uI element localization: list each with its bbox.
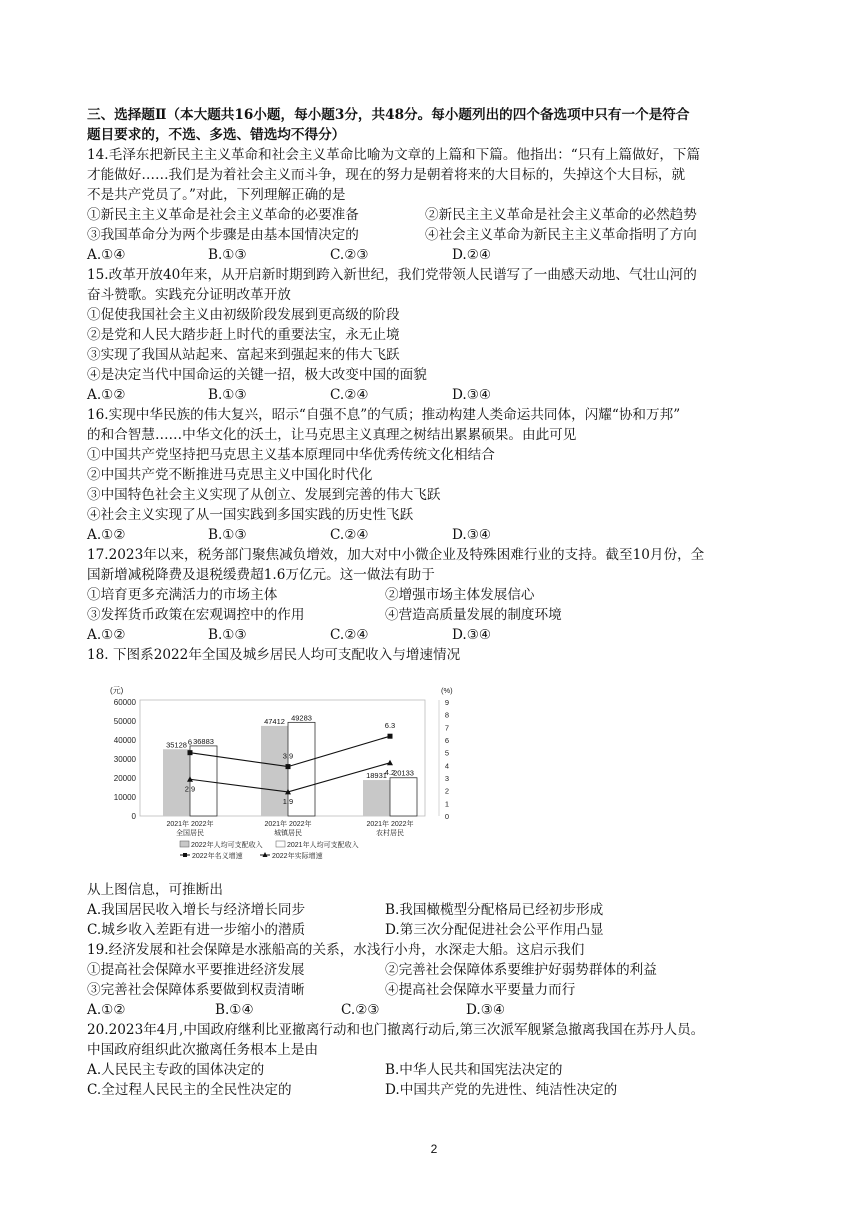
q15-statement-1: ①促使我国社会主义由初级阶段发展到更高级的阶段 [87,307,400,323]
y2-tick-label: 8 [444,710,450,720]
legend-marker-square [183,853,187,857]
y-tick-label: 0 [131,812,136,821]
q14-option-a: A.①④ [87,247,126,263]
line-value-label: 3.9 [282,751,294,761]
x-tick-label: 2021年 2022年 [366,821,414,828]
q14-option-d: D.②④ [452,247,492,263]
q15-option-a: A.①② [87,387,126,403]
marker-triangle [387,760,393,766]
q15-option-d: D.③④ [452,387,492,403]
bar-value-label: 47412 [264,716,285,726]
y-unit-label: (元) [110,686,124,695]
q20-option-a: A.人民民主专政的国体决定的 [87,1062,265,1078]
bar-2021-0 [163,749,190,816]
q16-statement-4: ④社会主义实现了从一国实践到多国实践的历史性飞跃 [87,507,414,523]
q18-stem-line-2: 从上图信息，可推断出 [87,882,223,898]
line-value-label: 6.3 [384,721,396,731]
y2-tick-label: 0 [444,812,450,821]
q17-option-d: D.③④ [452,627,492,643]
y2-tick-label: 6 [444,736,450,745]
y2-tick-label: 2 [444,786,450,796]
q14-option-c: C.②③ [330,247,369,263]
q14-stem-line-3: 不是共产党员了。”对此，下列理解正确的是 [87,187,346,203]
income-chart [90,680,470,865]
q15-stem-line-1: 15.改革开放40年来，从开启新时期到跨入新世纪，我们党带领人民谱写了一曲感天动地、气壮山河的 [87,267,697,283]
q14-statement-2: ②新民主主义革命是社会主义革命的必然趋势 [425,207,697,223]
q19-option-a: A.①② [87,1002,126,1018]
legend-swatch-2022 [180,841,189,847]
q18-option-a: A.我国居民收入增长与经济增长同步 [87,902,306,918]
q19-option-b: B.①④ [215,1002,254,1018]
legend-label: 2022年名义增速 [192,853,243,860]
q20-option-b: B.中华人民共和国宪法决定的 [385,1062,563,1078]
q16-statement-3: ③中国特色社会主义实现了从创立、发展到完善的伟大飞跃 [87,487,441,503]
chart-legend [180,840,359,860]
q16-option-a: A.①② [87,527,126,543]
x-tick-label: 2021年 2022年 [166,821,214,828]
legend-label: 2022年人均可支配收入 [191,842,263,849]
q16-statement-2: ②中国共产党不断推进马克思主义中国化时代化 [87,467,373,483]
y-tick-label: 30000 [113,755,136,764]
q16-option-c: C.②④ [330,527,369,543]
line-value-label: 4.2 [384,767,396,777]
line-value-label: 2.9 [184,784,196,794]
y-tick-label: 60000 [113,698,136,707]
q18-option-d: D.第三次分配促进社会公平作用凸显 [385,922,604,938]
bar-value-label: 36883 [193,736,214,746]
section-title-line-2: 题目要求的，不选、多选、错选均不得分） [87,127,346,143]
q17-statement-1: ①培育更多充满活力的市场主体 [87,587,278,603]
q16-stem-line-1: 16.实现中华民族的伟大复兴，昭示“自强不息”的气质；推动构建人类命运共同体，闪耀“协和万邦” [87,407,681,423]
bar-value-label: 49283 [291,713,312,723]
q15-statement-4: ④是决定当代中国命运的关键一招，极大改变中国的面貌 [87,367,427,383]
q20-option-c: C.全过程人民民主的全民性决定的 [87,1082,292,1098]
q20-stem-line-2: 中国政府组织此次撤离任务根本上是由 [87,1042,319,1058]
q20-stem-line-1: 20.2023年4月,中国政府继利比亚撤离行动和也门撤离行动后,第三次派军舰紧急撤离我国在苏丹人员。 [87,1022,705,1038]
q17-option-a: A.①② [87,627,126,643]
q19-option-c: C.②③ [341,1002,380,1018]
q17-statement-2: ②增强市场主体发展信心 [385,587,535,603]
marker-square [286,764,291,769]
q14-statement-1: ①新民主主义革命是社会主义革命的必要准备 [87,207,359,223]
q16-stem-line-2: 的和合智慧……中华文化的沃土，让马克思主义真理之树结出累累硕果。由此可见 [87,427,577,443]
line-value-label: 1.9 [282,796,294,806]
q17-stem-line-2: 国新增减税降费及退税缓费超1.6万亿元。这一做法有助于 [87,567,435,583]
q17-stem-line-1: 17.2023年以来，税务部门聚焦减负增效，加大对中小微企业及特殊困难行业的支持。截至10月份，全 [87,547,705,563]
legend-label: 2022年实际增速 [272,853,323,860]
q18-option-c: C.城乡收入差距有进一步缩小的潜质 [87,922,306,938]
q17-statement-3: ③发挥货币政策在宏观调控中的作用 [87,607,305,623]
q19-statement-4: ④提高社会保障水平要量力而行 [385,982,576,998]
q15-option-b: B.①③ [208,387,247,403]
page-number: 2 [430,1142,438,1156]
y2-tick-label: 3 [444,774,450,783]
x-group-label: 农村居民 [376,830,404,837]
y2-unit-label: (%) [441,686,453,695]
q18-stem-line-1: 18. 下图系2022年全国及城乡居民人均可支配收入与增速情况 [87,647,461,663]
q15-statement-3: ③实现了我国从站起来、富起来到强起来的伟大飞跃 [87,347,400,363]
y-tick-label: 20000 [113,774,136,783]
x-tick-label: 2021年 2022年 [264,821,312,828]
y-tick-label: 50000 [113,717,136,726]
marker-square [188,750,193,755]
marker-square [388,734,393,739]
q14-option-b: B.①③ [208,247,247,263]
q17-option-b: B.①③ [208,627,247,643]
x-group-label: 全国居民 [176,830,204,837]
y2-tick-label: 4 [444,761,450,771]
q14-statement-4: ④社会主义革命为新民主主义革命指明了方向 [425,227,697,243]
bar-value-label: 20133 [393,768,414,778]
y2-tick-label: 9 [444,698,450,707]
legend-swatch-2021 [276,841,285,847]
y2-tick-label: 7 [444,723,450,733]
y-tick-label: 40000 [113,736,136,745]
q19-statement-2: ②完善社会保障体系要维护好弱势群体的利益 [385,962,657,978]
q19-statement-3: ③完善社会保障体系要做到权责清晰 [87,982,305,998]
q15-option-c: C.②④ [330,387,369,403]
q15-stem-line-2: 奋斗赞歌。实践充分证明改革开放 [87,287,291,303]
x-group-label: 城镇居民 [274,830,302,837]
y-tick-label: 10000 [113,793,136,802]
bar-2022-2 [390,778,417,816]
section-title-line-1: 三、选择题Ⅱ（本大题共16小题，每小题3分，共48分。每小题列出的四个备选项中只有一个是符合 [87,107,690,123]
q14-stem-line-2: 才能做好……我们是为着社会主义而斗争，现在的努力是朝着将来的大目标的，失掉这个大目标，就 [87,167,686,183]
bar-value-label: 35128 [166,740,187,750]
line-value-label: 6 [187,737,193,747]
q14-stem-line-1: 14.毛泽东把新民主主义革命和社会主义革命比喻为文章的上篇和下篇。他指出：“只有上篇做好，下篇 [87,147,701,163]
q19-stem-line-1: 19.经济发展和社会保障是水涨船高的关系，水浅行小舟，水深走大船。这启示我们 [87,942,585,958]
bar-2021-2 [363,780,390,816]
q17-option-c: C.②④ [330,627,369,643]
q18-option-b: B.我国橄榄型分配格局已经初步形成 [385,902,604,918]
q16-option-d: D.③④ [452,527,492,543]
q16-option-b: B.①③ [208,527,247,543]
legend-label: 2021年人均可支配收入 [287,842,359,849]
y2-tick-label: 1 [444,799,450,809]
q15-statement-2: ②是党和人民大踏步赶上时代的重要法宝，永无止境 [87,327,400,343]
q20-option-d: D.中国共产党的先进性、纯洁性决定的 [385,1082,618,1098]
q14-statement-3: ③我国革命分为两个步骤是由基本国情决定的 [87,227,359,243]
q19-statement-1: ①提高社会保障水平要推进经济发展 [87,962,305,978]
q19-option-d: D.③④ [466,1002,506,1018]
y2-tick-label: 5 [444,748,450,758]
q17-statement-4: ④营造高质量发展的制度环境 [385,607,562,623]
bar-value-label: 18931 [366,771,387,781]
q16-statement-1: ①中国共产党坚持把马克思主义基本原理同中华优秀传统文化相结合 [87,447,495,463]
